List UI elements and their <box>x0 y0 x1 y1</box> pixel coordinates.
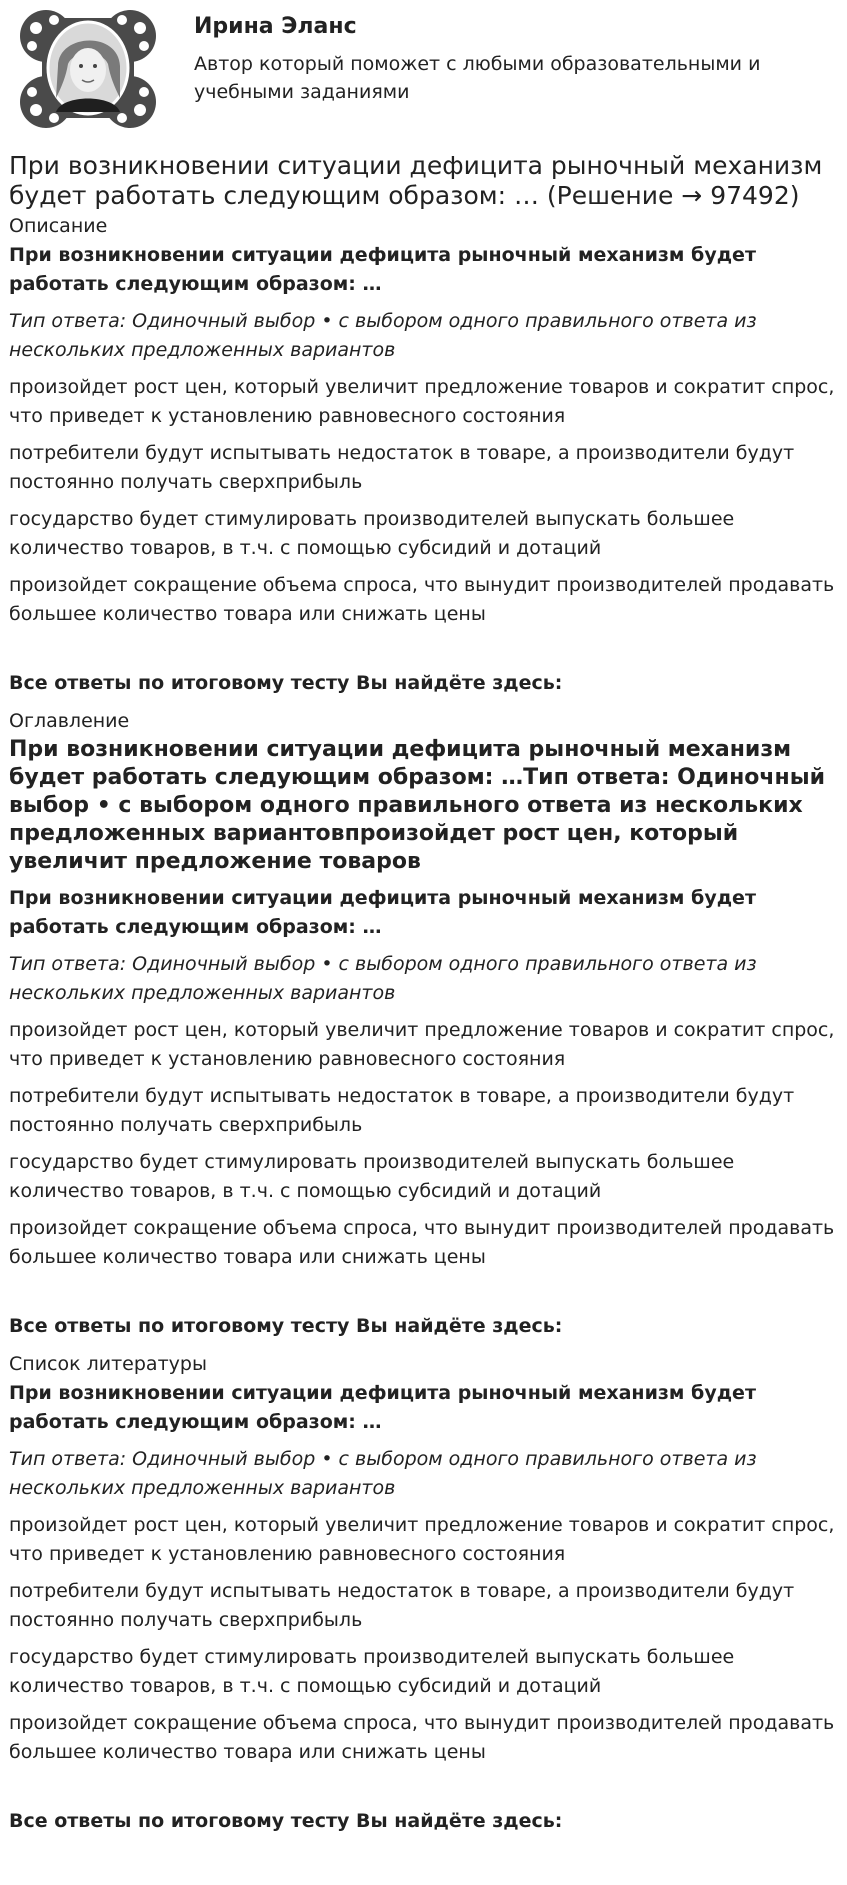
answer-option: государство будет стимулировать производителей выпускать большее количество товаров, в т.ч. с помощью субсидий и дотаций <box>9 1151 735 1202</box>
author-avatar <box>18 6 158 130</box>
answer-option: произойдет сокращение объема спроса, что вынудит производителей продавать большее количество товара или снижать цены <box>9 574 835 625</box>
answers-link[interactable]: Все ответы по итоговому тесту Вы найдёте здесь: <box>9 1810 563 1832</box>
answer-option: потребители будут испытывать недостаток в товаре, а производители будут постоянно получать сверхприбыль <box>9 1085 795 1136</box>
question-text: При возникновении ситуации дефицита рыночный механизм будет работать следующим образом: … <box>9 244 756 295</box>
question-text: При возникновении ситуации дефицита рыночный механизм будет работать следующим образом: … <box>9 1382 756 1433</box>
answer-option: потребители будут испытывать недостаток в товаре, а производители будут постоянно получать сверхприбыль <box>9 442 795 493</box>
answer-option: произойдет сокращение объема спроса, что вынудит производителей продавать большее количество товара или снижать цены <box>9 1712 835 1763</box>
author-bio: Автор который поможет с любыми образовательными и учебными заданиями <box>194 53 761 103</box>
section-description <box>9 213 838 696</box>
section-label: Список литературы <box>9 1353 207 1375</box>
answers-link[interactable]: Все ответы по итоговому тесту Вы найдёте здесь: <box>9 1315 563 1337</box>
answer-type: Тип ответа: Одиночный выбор • с выбором одного правильного ответа из нескольких предложенных вариантов <box>9 953 757 1004</box>
answer-option: произойдет рост цен, который увеличит предложение товаров и сократит спрос, что приведет к установлению равновесного состояния <box>9 376 835 427</box>
answer-option: государство будет стимулировать производителей выпускать большее количество товаров, в т.ч. с помощью субсидий и дотаций <box>9 508 735 559</box>
toc-heading: При возникновении ситуации дефицита рыночный механизм будет работать следующим образом: …Тип ответа: Одиночный выбор • с выбором одного правильного ответа из нескольких предложенных вариантовпроизойдет рост цен, который увеличит предложение товаров <box>9 737 825 874</box>
author-card <box>9 0 838 145</box>
author-info <box>194 12 794 106</box>
answer-option: произойдет сокращение объема спроса, что вынудит производителей продавать большее количество товара или снижать цены <box>9 1217 835 1268</box>
answer-option: произойдет рост цен, который увеличит предложение товаров и сократит спрос, что приведет к установлению равновесного состояния <box>9 1019 835 1070</box>
answers-link[interactable]: Все ответы по итоговому тесту Вы найдёте здесь: <box>9 672 563 694</box>
section-contents <box>9 708 838 1339</box>
section-label: Описание <box>9 215 108 237</box>
author-name: Ирина Эланс <box>194 14 357 39</box>
answer-type: Тип ответа: Одиночный выбор • с выбором одного правильного ответа из нескольких предложенных вариантов <box>9 310 757 361</box>
section-label: Оглавление <box>9 710 130 732</box>
answer-option: государство будет стимулировать производителей выпускать большее количество товаров, в т.ч. с помощью субсидий и дотаций <box>9 1646 735 1697</box>
question-text: При возникновении ситуации дефицита рыночный механизм будет работать следующим образом: … <box>9 887 756 938</box>
answer-type: Тип ответа: Одиночный выбор • с выбором одного правильного ответа из нескольких предложенных вариантов <box>9 1448 757 1499</box>
page-title: При возникновении ситуации дефицита рыночный механизм будет работать следующим образом: … (Решение → 97492) <box>9 151 823 210</box>
section-references <box>9 1351 838 1834</box>
answer-option: произойдет рост цен, который увеличит предложение товаров и сократит спрос, что приведет к установлению равновесного состояния <box>9 1514 835 1565</box>
answer-option: потребители будут испытывать недостаток в товаре, а производители будут постоянно получать сверхприбыль <box>9 1580 795 1631</box>
